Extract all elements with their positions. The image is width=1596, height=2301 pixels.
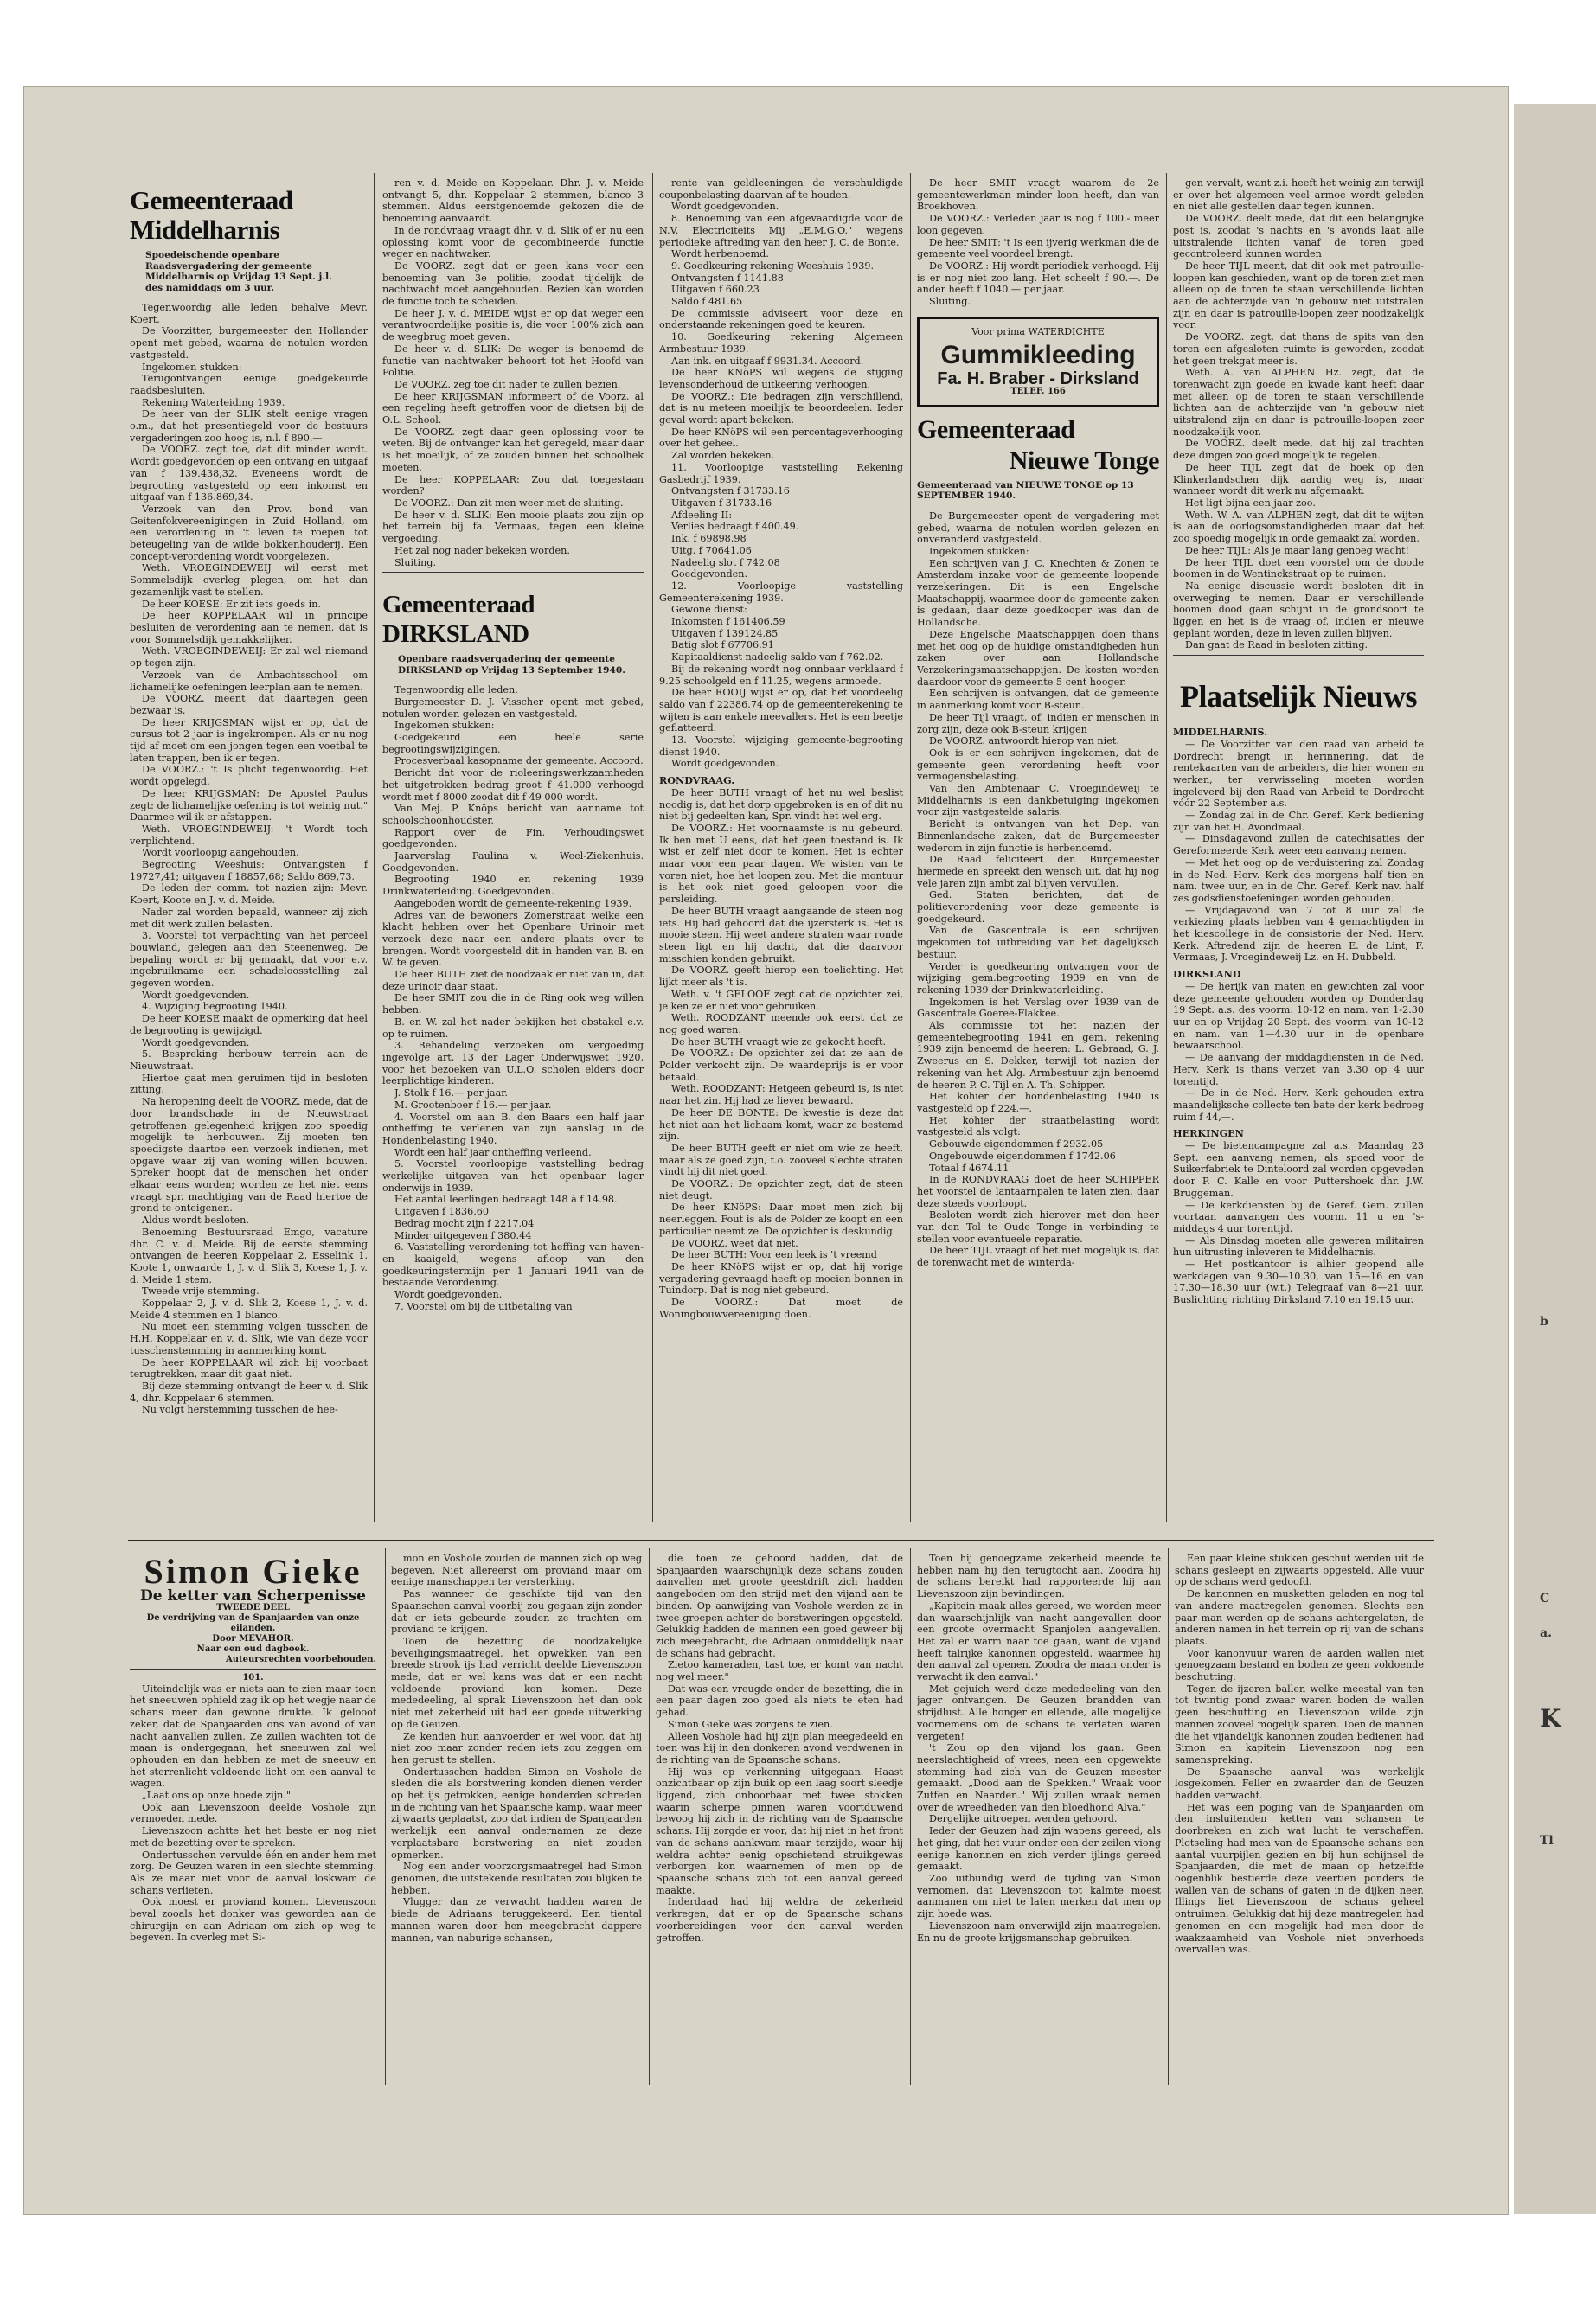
paragraph: RONDVRAAG. [659, 774, 735, 787]
paragraph: — Vrijdagavond van 7 tot 8 uur zal de verkiezing plaats hebben van 4 gemachtigden in het kiescollege in de consistorie der Ned. Herv. Kerk. Aftredend zijn de heeren E. de Lint, F. Vermaas, J. Vroegindeweij Lz. en H. Dubbeld. [1173, 904, 1424, 964]
paragraph: Weth. A. van ALPHEN Hz. zegt, dat de torenwacht zijn goede en kwade kant heeft daar met alleen op de toren te staan verschillende lichten aan de achterzijde van 'n gebouw niet uitstralend zijn en daar is patrouille-loopen zeer noodzakelijk voor. [1173, 367, 1424, 438]
paragraph: Wordt goedgevonden. [142, 989, 250, 1001]
paragraph: De VOORZ.: De opzichter zei dat ze aan de Polder verkocht zijn. De waardeprijs is er voor betaald. [659, 1048, 903, 1083]
paragraph: „Kapitein maak alles gereed, we worden meer dan waarschijnlijk van nacht aangevallen door een groote overmacht Spanjolen aangevallen. Het zal er warm naar toe gaan, want de vijand heeft talrijke kanonnen opgesteld, waarmee hij den aanval zal openen. Zoodra de maan onder is verwacht ik den aanval." [917, 1599, 1161, 1683]
serial-description: De verdrijving van de Spanjaarden van onze eilanden. [146, 1612, 360, 1633]
paragraph: Dan gaat de Raad in besloten zitting. [1185, 639, 1368, 651]
paragraph: Ingekomen stukken: [142, 361, 242, 373]
article-body [659, 177, 903, 1321]
paragraph: Terugontvangen eenige goedgekeurde raadsbesluiten. [130, 373, 368, 396]
paragraph: In de rondvraag vraagt dhr. v. d. Slik of er nu een oplossing komt voor de gecombineerde functie weger en nachtwaker. [382, 224, 644, 260]
paragraph: De VOORZ.: De opzichter zegt, dat de steen niet deugt. [659, 1178, 903, 1202]
paragraph: Benoeming Bestuursraad Emgo, vacature dhr. C. v. d. Meide. Bij de eerste stemming ontvangen de heeren Koppelaar 2, Esselink 1. Koote 1, onwaarde 1, J. v. d. Slik 3, Koese 1, J. v. d. Meide 1 stem. [130, 1226, 368, 1285]
paragraph: De VOORZ.: Die bedragen zijn verschillend, dat is nu meteen moeilijk te beoordeelen. Ieder geval wordt apart bekeken. [659, 390, 903, 426]
column-rule [649, 1548, 650, 2085]
paragraph: Bericht dat voor de rioleeringswerkzaamheden het uitgetrokken bedrag groot f 41.000 verhoogd wordt met f 8000 zoodat dit f 49 000 wordt. [382, 767, 644, 803]
paragraph: Deze Engelsche Maatschappijen doen thans met het oog op de huidige omstandigheden hun zaken over aan Hollandsche Verzekeringsmaatschappijen. De kosten worden daardoor voor de gemeente 5 cent hooger. [917, 628, 1159, 688]
paragraph: Kapitaaldienst nadeelig saldo van f 762.02. [671, 651, 884, 663]
paragraph: 13. Voorstel wijziging gemeente-begrooting dienst 1940. [659, 734, 903, 758]
paragraph: De VOORZ. antwoordt hierop van niet. [929, 735, 1119, 747]
paragraph: Van den Ambtenaar C. Vroegindeweij te Middelharnis is een dankbetuiging ingekomen voor zijn vastgestelde salaris. [917, 783, 1159, 818]
paragraph: Uiteindelijk was er niets aan te zien maar toen het sneeuwen ophield zag ik op het wegje naar de schans meer dan gewone drukte. Ik gelooof zeker, dat de Spanjaarden ons van avond of van nacht aanvallen zullen. Ze zullen wachten tot de maan is ondergegaan, het sneeuwen zal wel ophouden en dan hebben ze met de sneeuw en het sterrenlicht voldoende licht om een aanval te wagen. [130, 1682, 376, 1790]
paragraph: Uitgaven f 660.23 [671, 284, 760, 296]
paragraph: De Spaansche aanval was werkelijk losgekomen. Feller en zwaarder dan de Geuzen hadden verwacht. [1175, 1766, 1424, 1802]
paragraph: Tegenwoordig alle leden, behalve Mevr. Koert. [130, 302, 368, 325]
subhead-dirksland: Openbare raadsvergadering der gemeente DIRKSLAND op Vrijdag 13 September 1940. [398, 654, 625, 676]
paragraph: De heer v. d. SLIK: De weger is benoemd de functie van nachtwaker behoort tot het Hoofd van Politie. [382, 343, 644, 379]
paragraph: Verzoek van de Ambachtsschool om lichamelijke oefeningen leerplan aan te nemen. [130, 669, 368, 693]
paragraph: Van Mej. P. Knöps bericht van aanname tot schoolschoonhoudster. [382, 803, 644, 826]
paragraph: 3. Voorstel tot verpachting van het perceel bouwland, gelegen aan den Steenenweg. De bepaling wordt er bij gemaakt, dat voor e.v. ingebruikname een schadeloosstelling zal gegeven worden. [130, 930, 368, 990]
paragraph: Zal worden bekeken. [671, 450, 775, 462]
paragraph: Wordt goedgevonden. [394, 1289, 503, 1301]
paragraph: Saldo f 481.65 [671, 296, 743, 308]
paragraph: Afdeeling II: [671, 509, 733, 521]
paragraph: Nu volgt herstemming tusschen de hee- [142, 1404, 338, 1416]
paragraph: — De herijk van maten en gewichten zal voor deze gemeente gehouden worden op Donderdag 19 Sept. a.s. des voorm. 10-12 en nam. van 1-2.30 uur en op Vrijdag 20 Sept. des voorm. van 10-12 en nam. van 1—4.30 uur in de openbare bewaarschool. [1173, 980, 1424, 1052]
paragraph: Ook is er een schrijven ingekomen, dat de gemeente geen verordening heeft voor vermogensbelasting. [917, 747, 1159, 783]
paragraph: Weth. W. A. van ALPHEN zegt, dat dit te wijten is aan de oorlogsomstandigheden maar dat het zoo spoedig mogelijk in orde gemaakt zal worden. [1173, 509, 1424, 545]
paragraph: Inderdaad had hij weldra de zekerheid verkregen, dat er op de Spaansche schans voorbereidingen voor den aanval werden getroffen. [656, 1896, 903, 1944]
column-rule [1166, 173, 1167, 1522]
paragraph: De Raad feliciteert den Burgemeester hiermede en spreekt den wensch uit, dat hij nog vele jaren zijn ambt zal blijven vervullen. [917, 854, 1159, 889]
paragraph: De VOORZ.: Hij wordt periodiek verhoogd. Hij is er nog niet zoo lang. Het scheelt f 90.—. De ander heeft f 1040.— per jaar. [917, 260, 1159, 296]
paragraph: — De aanvang der middagdiensten in de Ned. Herv. Kerk is thans verzet van 3.30 op 4 uur torentijd. [1173, 1052, 1424, 1087]
paragraph: 4. Voorstel om aan B. den Baars een half jaar ontheffing te verlenen van zijn aanslag in de Hondenbelasting 1940. [382, 1111, 644, 1146]
paragraph: 7. Voorstel om bij de uitbetaling van [394, 1300, 573, 1312]
paragraph: De heer KOESE maakt de opmerking dat heel de begrooting is gewijzigd. [130, 1013, 368, 1036]
paragraph: Jaarverslag Paulina v. Weel-Ziekenhuis. Goedgevonden. [382, 850, 644, 874]
paragraph: Toen de bezetting de noodzakelijke beveiligingsmaatregel, het opwekken van een breede strook ijs had verricht deelde Lievenszoon mede, dat er wel kans was dat er een nacht voldoende proviand kon komen. Deze mededeeling, al sprak Lievenszoon het dan ook niet met zekerheid uit had een goede uitwerking op de Geuzen. [391, 1635, 642, 1730]
paragraph: De VOORZ. zeg toe dit nader te zullen bezien. [394, 378, 621, 390]
paragraph: De VOORZ. zegt toe, dat dit minder wordt. Wordt goedgevonden op een ontvang en uitgaaf van f 139.438,32. Eveneens wordt de begrooting vastgesteld op een inkomst en uitgaaf van f 136.869,34. [130, 444, 368, 503]
paragraph: Een paar kleine stukken geschut werden uit de schans gesleept en zijwaarts opgesteld. Alle vuur op de schans werd gedoofd. [1175, 1553, 1424, 1588]
column-rule [374, 173, 375, 1522]
paragraph: De heer BUTH geeft er niet om wie ze heeft, maar als ze goed zijn, t.o. zooveel slechte straten vindt hij dit niet goed. [659, 1142, 903, 1178]
paragraph: Uitgaven f 1836.60 [394, 1206, 489, 1218]
paragraph: Van de Gascentrale is een schrijven ingekomen tot uitbreiding van het dagelijksch bestuur. [917, 925, 1159, 960]
paragraph: Pas wanneer de geschikte tijd van den Spaanschen aanval voorbij zou gegaan zijn zonder dat er iets gebeurde zouden ze trachten om proviand te krijgen. [391, 1588, 642, 1636]
paragraph: Begrooting Weeshuis: Ontvangsten f 19727,41; uitgaven f 18857,68; Saldo 869,73. [130, 859, 368, 882]
article-body [382, 177, 644, 568]
paragraph: In de RONDVRAAG doet de heer SCHIPPER het voorstel de lantaarnpalen te laten zien, daar deze steeds voorloopt. [917, 1174, 1159, 1209]
paragraph: De heer KRIJGSMAN wijst er op, dat de cursus tot 2 jaar is ingekrompen. Als er nu nog tijd af moet om een jongen tegen een voetbal te laten trappen, ben ik er tegen. [130, 716, 368, 764]
paragraph: Verlies bedraagt f 400.49. [671, 521, 799, 533]
paragraph: Bericht is ontvangen van het Dep. van Binnenlandsche zaken, dat de Burgemeester wederom in zijn functie is herbenoemd. [917, 818, 1159, 854]
paragraph: 4. Wijziging begrooting 1940. [142, 1001, 288, 1013]
paragraph: Ink. f 69898.98 [671, 533, 747, 545]
column-rule [385, 1548, 386, 2085]
paragraph: De heer KNöPS wijst er op, dat hij vorige vergadering gevraagd heeft op moeien bonnen in Tuindorp. Dat is nog niet gebeurd. [659, 1260, 903, 1297]
paragraph: Ged. Staten berichten, dat de politieverordening voor deze gemeente is goedgekeurd. [917, 889, 1159, 925]
paragraph: Toen hij genoegzame zekerheid meende te hebben nam hij den terugtocht aan. Zoodra hij de schans bereikt had rapporteerde hij aan Lievenszoon zijn bevindingen. [917, 1553, 1161, 1600]
paragraph: gen vervalt, want z.i. heeft het weinig zin terwijl er over het algemeen veel armoe wordt geleden en niet alle gestellen daar tegen kunnen. [1173, 177, 1424, 213]
paragraph: Wordt voorloopig aangehouden. [142, 847, 299, 859]
paragraph: — Zondag zal in de Chr. Geref. Kerk bediening zijn van het H. Avondmaal. [1173, 810, 1424, 833]
paragraph: — Als Dinsdag moeten alle geweren militairen hun uitrusting inleveren te Middelharnis. [1173, 1234, 1424, 1259]
paragraph: DIRKSLAND [1173, 968, 1241, 981]
paragraph: Rekening Waterleiding 1939. [142, 396, 285, 408]
paragraph: De VOORZ. zegt daar geen oplossing voor te weten. Bij de ontvanger kan het geregeld, maar daar is het moeilijk, of ze zouden binnen het schoolhek moeten. [382, 426, 644, 473]
paragraph: De VOORZ. zegt dat er geen kans voor een benoeming van 3e politie, zoodat tijdelijk de nachtwacht moet aangehouden. Bezien kan worden de functie toch te scheiden. [382, 260, 644, 308]
paragraph: Een schrijven van J. C. Knechten & Zonen te Amsterdam inzake voor de gemeente loopende verzekeringen. Dit is een Engelsche Maatschappij, waarmee door de gemeente zaken is gedaan, daar deze goedkooper was dan de Hollandsche. [917, 557, 1159, 629]
paragraph: 11. Voorloopige vaststelling Rekening Gasbedrijf 1939. [659, 461, 903, 485]
paragraph: De kanonnen en musketten geladen en nog tal van andere maatregelen genomen. Slechts een paar man werden op de schans achtergelaten, de anderen namen in het terrein op rij van de schans plaats. [1175, 1588, 1424, 1647]
paragraph: 9. Goedkeuring rekening Weeshuis 1939. [671, 260, 875, 272]
paragraph: Zoo uitbundig werd de tijding van Simon vernomen, dat Lievenszoon tot kalmte moest aanmanen om niet te laten merken dat men op zijn hoede was. [917, 1872, 1161, 1920]
paragraph: 6. Vaststelling verordening tot heffing van haven- en kaaigeld, wegens afloop van den goedkeuringstermijn per 1 Januari 1941 van de bestaande Verordening. [382, 1241, 644, 1289]
strip-letter: C [1540, 1592, 1550, 1606]
paragraph: Het aantal leerlingen bedraagt 148 à f 14.98. [394, 1194, 618, 1206]
article-body [1173, 177, 1424, 651]
paragraph: Gebouwde eigendommen f 2932.05 [929, 1138, 1104, 1150]
serial-subtitle: De ketter van Scherpenisse [140, 1587, 366, 1605]
paragraph: Goedgevonden. [671, 568, 748, 580]
paragraph: Wordt goedgevonden. [671, 201, 779, 213]
paragraph: De heer KNöPS wil een percentageverhooging over het geheel. [659, 426, 903, 450]
subhead-nieuwe-tonge: Gemeenteraad van NIEUWE TONGE op 13 SEPTEMBER 1940. [917, 479, 1134, 502]
paragraph: MIDDELHARNIS. [1173, 726, 1267, 739]
paragraph: De heer SMIT zou die in de Ring ook weg willen hebben. [382, 992, 644, 1016]
ad-phone: TELEF. 166 [1010, 387, 1066, 397]
paragraph: Simon Gieke was zorgens te zien. [668, 1718, 833, 1730]
article-body [917, 177, 1159, 308]
paragraph: De VOORZ. geeft hierop een toelichting. Het lijkt meer als 't is. [659, 965, 903, 989]
paragraph: ren v. d. Meide en Koppelaar. Dhr. J. v. Meide ontvangt 5, dhr. Koppelaar 2 stemmen, blanco 3 stemmen. Aldus eerstgenoemde gekozen die de benoeming aanvaardt. [382, 177, 644, 225]
paragraph: Ondertusschen hadden Simon en Voshole de sleden die als borstwering konden dienen verder op het ijs getrokken, eenige honderden schreden in de richting van het Spaansche kamp, waar meer zijwaarts geplaatst, zoo dat indien de Spanjaarden werkelijk een aanval ondernamen ze deze verplaatsbare borstwering en niet zouden opmerken. [391, 1766, 642, 1861]
paragraph: Hij was op verkenning uitgegaan. Haast onzichtbaar op zijn buik op een laag soort sleedje liggend, zich onhoorbaar met twee stokken waarin scherpe pinnen waren voortduwend bewoog hij zich in de richting van de Spaansche schans. Hij zorgde er voor, dat hij niet in het front van de schans aankwam maar terzijde, waar hij weldra achter eenig opschietend struikgewas verborgen kon waarnemen of men op de Spaansche schans zich tot een aanval gereed maakte. [656, 1766, 903, 1896]
serial-number: 101. [242, 1672, 264, 1682]
paragraph: De VOORZ. deelt mede, dat hij zal trachten deze dingen zoo goed mogelijk te regelen. [1173, 438, 1424, 462]
serial-column-1 [130, 1553, 376, 2072]
paragraph: De heer TIJL: Als je maar lang genoeg wacht! [1185, 544, 1410, 556]
paragraph: Na heropening deelt de VOORZ. mede, dat de door brandschade in de Nieuwstraat getroffenen gelegenheid krijgen zoo spoedig mogelijk te herbouwen. Zij moeten ten spoedigste daartoe een verzoek indienen, met opgave waar zij van woning willen bouwen. Spreker hoopt dat de menschen het onder elkaar eens worden; worden ze het niet eens vraagt spr. machtiging van de Raad hiertoe de grond te onteigenen. [130, 1096, 368, 1215]
serial-column-3 [656, 1553, 903, 2072]
paragraph: M. Grootenboer f 16.— per jaar. [394, 1099, 552, 1111]
paragraph: Weth. ROODZANT: Hetgeen gebeurd is, is niet naar het zin. Hij had ze liever bewaard. [659, 1083, 903, 1107]
paragraph: Sluiting. [394, 556, 437, 568]
paragraph: Ongebouwde eigendommen f 1742.06 [929, 1150, 1116, 1162]
strip-letter: K [1540, 1704, 1561, 1733]
paragraph: Ze kenden hun aanvoerder er wel voor, dat hij niet zoo maar zonder reden iets zou zeggen om hen gerust te stellen. [391, 1730, 642, 1766]
paragraph: Ieder der Geuzen had zijn wapens gereed, als het ging, dat het vuur onder een der zeilen viong eenige kanonnen en zich verder ijlings gereed gemaakt. [917, 1825, 1161, 1873]
paragraph: De heer BUTH vraagt of het nu wel beslist noodig is, dat het dorp opgebroken is en of dit nu niet bij gedeelten kan, Spr. vindt het wel erg. [659, 786, 903, 823]
paragraph: 5. Voorstel voorloopige vaststelling bedrag werkelijke uitgaven van het openbaar lager onderwijs in 1939. [382, 1158, 644, 1194]
serial-part: TWEEDE DEEL [216, 1602, 290, 1612]
paragraph: De heer Tijl vraagt, of, indien er menschen in zorg zijn, deze ook B-steun krijgen [917, 711, 1159, 735]
paragraph: Ontvangsten f 31733.16 [671, 485, 790, 497]
column-plaatselijk-nieuws [1173, 177, 1424, 1531]
paragraph: Ingekomen stukken: [929, 545, 1029, 557]
paragraph: De heer J. v. d. MEIDE wijst er op dat weger een verantwoordelijke positie is, die voor 100% zich aan de weegbrug moet geven. [382, 307, 644, 343]
column-rule [1168, 1548, 1169, 2085]
ad-company: Fa. H. Braber - Dirksland [937, 369, 1139, 389]
column-rule [910, 173, 911, 1522]
paragraph: De VOORZ. zegt, dat thans de spits van den toren een afgesloten ruimte is geworden, zoodat het geen trekgat meer is. [1173, 331, 1424, 367]
paragraph: Nu moet een stemming volgen tusschen de H.H. Koppelaar en v. d. Slik, wie van deze voor tusschenstemming in aanmerking komt. [130, 1321, 368, 1356]
paragraph: Nadeelig slot f 742.08 [671, 556, 780, 568]
paragraph: 5. Bespreking herbouw terrein aan de Nieuwstraat. [130, 1048, 368, 1072]
paragraph: Weth. VROEGINDEWEIJ wil eerst met Sommelsdijk overleg plegen, om het dan gezamenlijk vast te stellen. [130, 562, 368, 598]
paragraph: De heer v. d. SLIK: Een mooie plaats zou zijn op het terrein bij fa. Vermaas, tegen een kleine vergoeding. [382, 509, 644, 545]
paragraph: Aldus wordt besloten. [142, 1215, 249, 1227]
paragraph: Bedrag mocht zijn f 2217.04 [394, 1217, 535, 1229]
paragraph: De VOORZ. deelt mede, dat dit een belangrijke post is, zoodat 's nachts en 's avonds laat alle uitstralende lichten vanaf de toren goed gecontroleerd kunnen worden [1173, 213, 1424, 260]
paragraph: Het kohier der hondenbelasting 1940 is vastgesteld op f 224.—. [917, 1091, 1159, 1114]
paragraph: Het zal nog nader bekeken worden. [394, 544, 570, 556]
paragraph: Burgemeester D. J. Visscher opent met gebed, notulen worden gelezen en vastgesteld. [382, 695, 644, 720]
paragraph: De VOORZ.: Dan zit men weer met de sluiting. [394, 497, 624, 509]
paragraph: 10. Goedkeuring rekening Algemeen Armbestuur 1939. [659, 331, 903, 355]
paragraph: De heer KOESE: Er zit iets goeds in. [142, 598, 321, 610]
paragraph: De heer TIJL meent, dat dit ook met patrouille-loopen kan geschieden, want op de toren ziet men alleen op de toren te staan verschillende lichten aan de achterzijde van 'n gebouw niet uitstralen zijn en daar is patrouille-loopen zeer noodzakelijk voor. [1173, 260, 1424, 331]
paragraph: Goedgekeurd een heele serie begrootingswijzigingen. [382, 732, 644, 755]
article-body [382, 684, 644, 1312]
column-nieuwe-tonge [917, 177, 1159, 1531]
paragraph: Adres van de bewoners Zomerstraat welke een klacht hebben over het Openbare Urinoir met verzoek deze naar een andere plaats over te brengen. Wordt voorgesteld dit in handen van B. en W. te geven. [382, 909, 644, 969]
column-rule [652, 173, 653, 1522]
heading-nieuwe-tonge: Nieuwe Tonge [1009, 445, 1159, 475]
paragraph: Uitgaven f 139124.85 [671, 627, 779, 639]
paragraph: Ondertusschen vervulde één en ander hem met zorg. De Geuzen waren in een slechte stemming. Als ze maar niet voor de aanval loskwam de schans verlieten. [130, 1849, 376, 1896]
paragraph: Bij de rekening wordt nog onnbaar verklaard f 9.25 schoolgeld en f 11.25, wegens armoede. [659, 663, 903, 687]
paragraph: De heer TIJL zegt dat de hoek op den Klinkerlandschen dijk aardig weg is, maar wanneer wordt dit werk nu afgemaakt. [1173, 461, 1424, 497]
paragraph: De VOORZ. weet dat niet. [671, 1237, 798, 1249]
paragraph: De heer KRIJGSMAN: De Apostel Paulus zegt: de lichamelijke oefening is tot weinig nut." Daarmee wil ik er afstappen. [130, 787, 368, 824]
paragraph: De heer KRIJGSMAN informeert of de Voorz. al een regeling heeft getroffen voor de dietsen bij de O.L. School. [382, 390, 644, 426]
ad-line: Voor prima WATERDICHTE [971, 325, 1105, 337]
paragraph: De heer KOPPELAAR: Zou dat toegestaan worden? [382, 473, 644, 497]
paragraph: De VOORZ. meent, dat daartegen geen bezwaar is. [130, 693, 368, 716]
paragraph: Als commissie tot het nazien der gemeentebegrooting 1941 en gem. rekening 1939 zijn benoemd de heeren: L. Gebraad, G. J. Zweerus en S. Dekker, terwijl tot nazien der rekening van het Alg. Armbestuur zijn benoemd de heeren P. C. Tijl en A. Th. Schipper. [917, 1020, 1159, 1091]
heading-gemeenteraad: Gemeenteraad [917, 414, 1075, 444]
ad-title: Gummikleeding [940, 341, 1136, 370]
paragraph: De heer KNöPS: Daar moet men zich bij neerleggen. Fout is als de Polder ze koopt en een particulier neemt ze. De opzichter is deskundig. [659, 1202, 903, 1237]
paragraph: Met gejuich werd deze mededeeling van den jager ontvangen. De Geuzen brandden van strijdlust. Alle honger en ellende, alle mogelijke voornemens om de schans te verlaten waren vergeten! [917, 1682, 1161, 1742]
serial-note: Naar een oud dagboek. [196, 1644, 310, 1654]
paragraph: Dergelijke uitroepen werden gehoord. [929, 1813, 1118, 1825]
paragraph: Ook aan Lievenszoon deelde Voshole zijn vermoeden mede. [130, 1801, 376, 1825]
paragraph: Ingekomen is het Verslag over 1939 van de Gascentrale Goeree-Flakkee. [917, 996, 1159, 1020]
paragraph: — Met het oog op de verduistering zal Zondag in de Ned. Herv. Kerk des morgens half tien en nam. twee uur, en in de Chr. Geref. Kerk nav. half zes godsdienstoefeningen worden gehouden. [1173, 856, 1424, 904]
paragraph: — De bietencampagne zal a.s. Maandag 23 Sept. een aanvang nemen, als spoed voor de Suikerfabriek te Dinteloord zal worden opgeveden door P. C. Kalle en voor Puttershoek dhr. J.W. Bruggeman. [1173, 1140, 1424, 1199]
paragraph: Begrooting 1940 en rekening 1939 Drinkwaterleiding. Goedgevonden. [382, 874, 644, 898]
paragraph: De commissie adviseert voor deze en onderstaande rekeningen goed te keuren. [659, 307, 903, 331]
paragraph: Wordt goedgevonden. [142, 1036, 250, 1048]
paragraph: De heer TIJL doet een voorstel om de doode boomen in de Wentinckstraat op te ruimen. [1173, 556, 1424, 580]
serial-author: Door MEVAHOR. [212, 1633, 294, 1644]
paragraph: B. en W. zal het nader bekijken het obstakel e.v. op te ruimen. [382, 1016, 644, 1040]
paragraph: Weth. VROEGINDEWEIJ: Er zal wel niemand op tegen zijn. [130, 645, 368, 670]
column-rule [910, 1548, 911, 2085]
paragraph: Weth. ROODZANT meende ook eerst dat ze nog goed waren. [659, 1012, 903, 1035]
paragraph: Lievenszoon achtte het het beste er nog niet met de bezetting over te spreken. [130, 1825, 376, 1849]
serial-column-4 [917, 1553, 1161, 2072]
paragraph: De VOORZ.: 't Is plicht tegenwoordig. Het wordt opgelegd. [130, 764, 368, 788]
paragraph: Hiertoe gaat men geruimen tijd in besloten zitting. [130, 1072, 368, 1096]
paragraph: Rapport over de Fin. Verhoudingswet goedgevonden. [382, 826, 644, 850]
paragraph: Koppelaar 2, J. v. d. Slik 2, Koese 1, J. v. d. Meide 4 stemmen en 1 blanco. [130, 1298, 368, 1321]
paragraph: J. Stolk f 16.— per jaar. [394, 1087, 508, 1099]
paragraph: De heer DE BONTE: De kwestie is deze dat het niet aan het lichaam komt, waar ze bestemd zijn. [659, 1106, 903, 1143]
strip-letter: a. [1540, 1626, 1552, 1640]
paragraph: Het kohier der straatbelasting wordt vastgesteld als volgt: [917, 1114, 1159, 1138]
paragraph: Tegenwoordig alle leden. [394, 684, 518, 696]
paragraph: — De kerkdiensten bij de Geref. Gem. zullen voortaan aanvangen des voorm. 11 u en 's-middags 4 uur torentijd. [1173, 1199, 1424, 1234]
paragraph: — De in de Ned. Herv. Kerk gehouden extra maandelijksche collecte ten bate der kerk bedroeg ruim f 44,—. [1173, 1087, 1424, 1123]
paragraph: De heer BUTH ziet de noodzaak er niet van in, dat deze urinoir daar staat. [382, 969, 644, 992]
paragraph: Wordt goedgevonden. [671, 758, 779, 770]
paragraph: De VOORZ.: Dat moet de Woningbouwvereeniging doen. [659, 1297, 903, 1320]
paragraph: Uitgaven f 31733.16 [671, 497, 772, 509]
paragraph: Zietoo kameraden, tast toe, er komt van nacht nog wel meer." [656, 1659, 903, 1683]
paragraph: Weth. v. 't GELOOF zegt dat de opzichter zei, je ken ze er niet voor gebruiken. [659, 988, 903, 1012]
paragraph: HERKINGEN [1173, 1127, 1244, 1140]
serial-copyright: Auteursrechten voorbehouden. [226, 1654, 376, 1664]
paragraph: die toen ze gehoord hadden, dat de Spanjaarden waarschijnlijk deze schans zouden aanvallen met groote geestdrift zich hadden aangeboden om den strijd met den vijand aan te binden. Op aanwijzing van Voshole werden ze in twee groepen achter de borstweringen opgesteld. Gelukkig hadden de mannen een goed geweer bij zich meegebracht, die Adriaan onmiddellijk naar de schans had gebracht. [656, 1553, 903, 1659]
paragraph: — De Voorzitter van den raad van arbeid te Dordrecht brengt in herinnering, dat de rentekaarten van de arbeiders, die hier wonen en werken, ter verwisseling moeten worden ingeleverd bij den Raad van Arbeid te Dordrecht vóór 22 September a.s. [1173, 738, 1424, 810]
paragraph: Alleen Voshole had hij zijn plan meegedeeld en toen was hij in den donkeren avond verdwenen in de richting van de Spaansche schans. [656, 1730, 903, 1766]
paragraph: De heer SMIT vraagt waarom de 2e gemeentewerkman minder loon heeft, dan van Broekhoven. [917, 177, 1159, 213]
paragraph: — Het postkantoor is alhier geopend alle werkdagen van 9.30—10.30, van 15—16 en van 17.30—18.30 uur (w.t.) Telegraaf van 8—21 uur. Buslichting richting Dirksland 7.10 en 19.15 uur. [1173, 1259, 1424, 1306]
subhead-middelharnis: Spoedeischende openbare Raadsvergadering der gemeente Middelharnis op Vrijdag 13 Sept. j.l. des namiddags om 3 uur. [145, 250, 332, 293]
paragraph: 12. Voorloopige vaststelling Gemeenterekening 1939. [659, 580, 903, 604]
serial-title: Simon Gieke [144, 1553, 362, 1591]
paragraph: De heer BUTH: Voor een leek is 't vreemd [671, 1249, 877, 1261]
paragraph: 3. Behandeling verzoeken om vergoeding ingevolge art. 13 der Lager Onderwijswet 1920, voor het bezoeken van U.L.O. scholen elders door leerplichtige kinderen. [382, 1040, 644, 1087]
paragraph: Procesverbaal kasopname der gemeente. Accoord. [394, 755, 644, 767]
serial-column-2 [391, 1553, 642, 2072]
paragraph: Vlugger dan ze verwacht hadden waren de biede de Adriaans teruggekeerd. Een tiental mannen waren door hen meegebracht dappere mannen, van naburige schansen, [391, 1896, 642, 1944]
paragraph: Dat was een vreugde onder de bezetting, die in een paar dagen zoo goed als niets te eten had gehad. [656, 1682, 903, 1719]
paragraph: Tegen de ijzeren ballen welke meestal van ten tot twintig pond zwaar waren boden de wallen geen beschutting en Lievenszoon wilde zijn mannen zooveel mogelijk sparen. Toen de mannen die het vijandelijk kanonnen zouden bedienen had Simon en kapitein Lievenszoon nog een samenspreking. [1175, 1682, 1424, 1766]
paragraph: Voor kanonvuur waren de aarden wallen niet genoegzaam bestand en boden ze geen voldoende beschutting. [1175, 1647, 1424, 1683]
heading-dirksland: Gemeenteraad DIRKSLAND [382, 591, 535, 649]
paragraph: De heer TIJL vraagt of het niet mogelijk is, dat de torenwacht met de winterda- [917, 1245, 1159, 1269]
paragraph: De heer van der SLIK stelt eenige vragen o.m., dat het presentiegeld voor de bestuurs vergaderingen zoo hoog is, n.l. f 890.— [130, 408, 368, 444]
paragraph: De heer KOPPELAAR wil in principe besluiten de verordening aan te nemen, dat is voor Sommelsdijk gemakkelijker. [130, 610, 368, 645]
paragraph: De heer BUTH vraagt aangaande de steen nog iets. Hij had gehoord dat die ijzersterk is. Het is mooie steen. Hij weet andere straten waar ronde steen ligt en hij dacht, dat die daarvoor misschien konden gebruikt. [659, 905, 903, 965]
paragraph: De heer KOPPELAAR wil zich bij voorbaat terugtrekken, maar dit gaat niet. [130, 1356, 368, 1381]
paragraph: Wordt herbenoemd. [671, 248, 769, 260]
paragraph: Batig slot f 67706.91 [671, 639, 774, 651]
paragraph: Besloten wordt zich hierover met den heer van den Tol te Oude Tonge in verbinding te stellen voor eventueele reparatie. [917, 1209, 1159, 1245]
article-body [1173, 727, 1424, 1306]
paragraph: Een schrijven is ontvangen, dat de gemeente in aanmerking komt voor B-steun. [917, 688, 1159, 712]
paragraph: Weth. VROEGINDEWEIJ: 't Wordt toch verplichtend. [130, 823, 368, 847]
paragraph: Bij deze stemming ontvangt de heer v. d. Slik 4, dhr. Koppelaar 6 stemmen. [130, 1380, 368, 1404]
paragraph: Tweede vrije stemming. [142, 1285, 260, 1298]
paragraph: De heer KNöPS wil wegens de stijging levensonderhoud de uitkeering verhoogen. [659, 367, 903, 390]
column-dirksland [382, 177, 644, 1531]
serial-column-5 [1175, 1553, 1424, 2072]
column-middelharnis [130, 177, 368, 1531]
paragraph: Het was een poging van de Spanjaarden om den insluitenden ketten van schansen te doorbreken en zich wat lucht te verschaffen. Plotseling had men van de Spaansche schans een aantal vuurpijlen gezien en bij hun schijnsel de Spanjaarden, die met de maan op hetzelfde oogenblik bestierde deze veertien ponders de wallen van de schans of gaten in de dijken neer. Illings liet Lievenszoon de schans geheel ontruimen. Gelukkig dat hij deze maatregelen had genomen en een mogelijk had men door de waakzaamheid van Voshole niet onverhoeds overvallen was. [1175, 1801, 1424, 1956]
column-dirksland-continued [659, 177, 903, 1531]
paragraph: Wordt een half jaar ontheffing verleend. [394, 1146, 592, 1158]
paragraph: Uitg. f 70641.06 [671, 544, 752, 556]
paragraph: De heer BUTH vraagt wie ze gekocht heeft. [671, 1035, 887, 1048]
paragraph: De Voorzitter, burgemeester den Hollander opent met gebed, waarna de notulen worden vastgesteld. [130, 325, 368, 361]
paragraph: Sluiting. [929, 296, 971, 308]
paragraph: De Burgemeester opent de vergadering met gebed, waarna de notulen worden gelezen en onveranderd vastgesteld. [917, 510, 1159, 546]
paragraph: Totaal f 4674.11 [929, 1162, 1010, 1174]
paragraph: Het ligt bijna een jaar zoo. [1185, 497, 1316, 509]
advertisement-gummikleeding [917, 317, 1159, 407]
paragraph: Nog een ander voorzorgsmaatregel had Simon genomen, die uitstekende resultaten zou blijken te hebben. [391, 1861, 642, 1896]
paragraph: De leden der comm. tot nazien zijn: Mevr. Koert, Koote en J. v. d. Meide. [130, 882, 368, 907]
paragraph: Ingekomen stukken: [394, 720, 495, 732]
paragraph: Aan ink. en uitgaaf f 9931.34. Accoord. [671, 355, 864, 367]
paragraph: Inkomsten f 161406.59 [671, 616, 785, 628]
paragraph: 8. Benoeming van een afgevaardigde voor de N.V. Electriciteits Mij „E.M.G.O." wegens periodieke aftreding van den heer J. C. de Bonte. [659, 213, 903, 248]
serial-body [130, 1683, 376, 1944]
paragraph: Gewone dienst: [671, 604, 747, 616]
paragraph: 't Zou op den vijand los gaan. Geen neerslachtigheid of vrees, neen een opgewekte stemming had zich van de Geuzen meester gemaakt. „Dood aan de Spekken." Wraak voor Zutfen en Naarden." Wij zullen wraak nemen over de wreedheden van den bloedhond Alva." [917, 1742, 1161, 1813]
heading-plaatselijk-nieuws: Plaatselijk Nieuws [1180, 679, 1417, 715]
paragraph: rente van geldleeningen de verschuldigde couponbelasting daarvan af te houden. [659, 177, 903, 201]
paragraph: Verder is goedkeuring ontvangen voor de wijziging gem.begrooting 1939 en van de rekening 1939 der Drinkwaterleiding. [917, 960, 1159, 996]
strip-letter: Tl [1540, 1834, 1554, 1848]
adjacent-page-strip [1514, 104, 1596, 2214]
paragraph: Lievenszoon nam onverwijld zijn maatregelen. En nu de groote krijgsmanschap gebruiken. [917, 1920, 1161, 1944]
paragraph: De heer ROOIJ wijst er op, dat het voordeelig saldo van f 22386.74 op de gemeenterekening te wijten is aan enkele meevallers. Het is een beetje geflatteerd. [659, 687, 903, 734]
heading-middelharnis: Gemeenteraad Middelharnis [130, 185, 293, 245]
paragraph: Nader zal worden bepaald, wanneer zij zich met dit werk zullen belasten. [130, 906, 368, 930]
paragraph: — Dinsdagavond zullen de catechisaties der Gereformeerde Kerk weer een aanvang nemen. [1173, 833, 1424, 857]
paragraph: De VOORZ.: Verleden jaar is nog f 100.- meer loon gegeven. [917, 213, 1159, 236]
paragraph: Minder uitgegeven f 380.44 [394, 1229, 532, 1241]
paragraph: Na eenige discussie wordt besloten dit in overweging te nemen. Daar er verschillende boomen dood gaan schijnt in de grondsoort te liggen en het is de vraag of, indien er nieuwe geplant worden, deze in leven zullen blijven. [1173, 580, 1424, 639]
paragraph: Ook moest er proviand komen. Lievenszoon beval zooals het donker was geworden aan de chirurgijn en aan Adriaan om zich op weg te begeven. In overleg met Si- [130, 1896, 376, 1944]
paragraph: De VOORZ.: Het voornaamste is nu gebeurd. Ik ben met U eens, dat het geen toestand is. Ik wist er zelf niet door te komen. Het is echter maar voor een paar dagen. We wisten van te voren niet, hoe het loopen zou. Met die montuur is het ook niet goed geloopen voor die persleiding. [659, 822, 903, 906]
strip-letter: b [1540, 1315, 1548, 1329]
article-body [917, 510, 1159, 1269]
article-body [130, 302, 368, 1416]
paragraph: mon en Voshole zouden de mannen zich op weg begeven. Niet allereerst om proviand maar om eenige manschappen ter versterking. [391, 1553, 642, 1588]
paragraph: Ontvangsten f 1141.88 [671, 272, 784, 284]
paragraph: Aangeboden wordt de gemeente-rekening 1939. [394, 897, 632, 909]
horizontal-rule [128, 1540, 1434, 1541]
paragraph: De heer SMIT: 't Is een ijverig werkman die de gemeente veel voordeel brengt. [917, 236, 1159, 260]
paragraph: „Laat ons op onze hoede zijn." [142, 1790, 292, 1802]
paragraph: Verzoek van den Prov. bond van Geitenfokvereenigingen in Zuid Holland, om een verordening in 't leven te roepen tot beteugeling van de wilde bokkenhouderij. Een concept-verordening wordt voorgelezen. [130, 503, 368, 562]
